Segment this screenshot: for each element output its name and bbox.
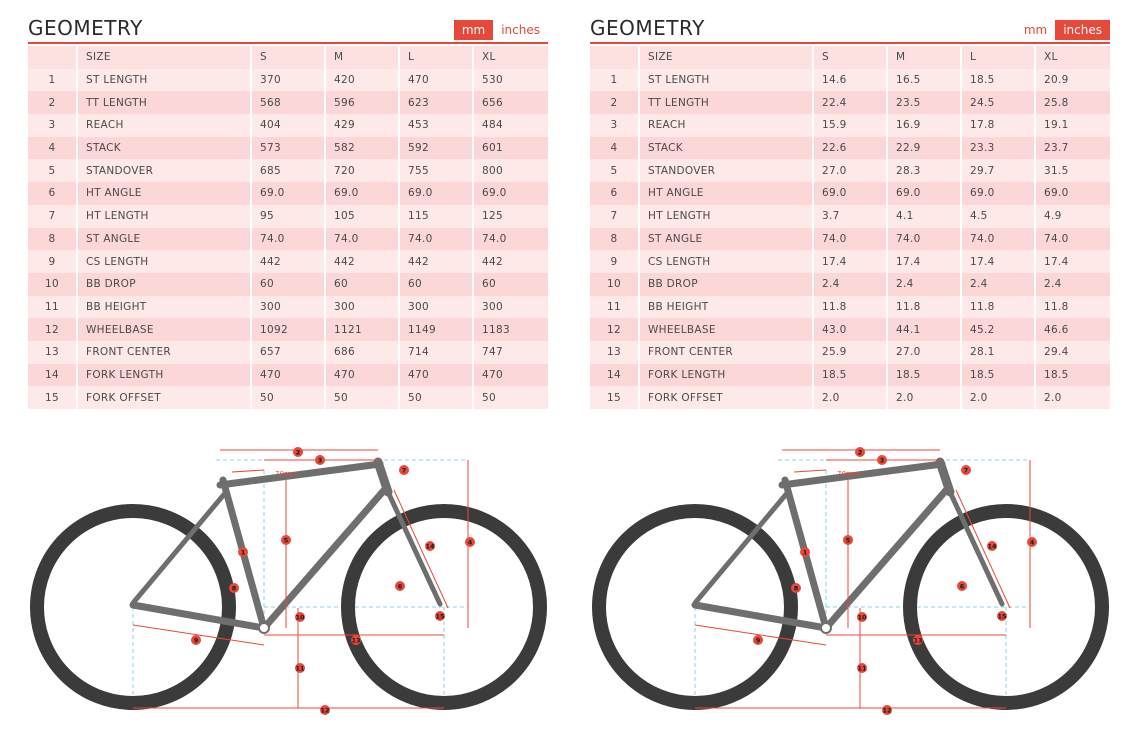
table-row [590,205,1110,228]
size-value: 300 [252,296,326,319]
row-index: 1 [28,69,78,92]
row-label: CS LENGTH [640,250,814,273]
row-index: 7 [28,205,78,228]
bike-geometry-diagram [590,440,1110,720]
col-header-s: S [252,46,326,69]
size-value: 442 [474,250,548,273]
size-value: 17.4 [888,250,962,273]
size-value: 714 [400,341,474,364]
col-header-index [590,46,640,69]
size-value: 2.4 [962,273,1036,296]
unit-mm-button[interactable]: mm [1023,23,1048,37]
row-index: 2 [590,91,640,114]
table-row [590,69,1110,92]
size-value: 28.3 [888,159,962,182]
size-value: 300 [474,296,548,319]
size-value: 573 [252,137,326,160]
row-label: FORK LENGTH [640,364,814,387]
row-label: HT ANGLE [78,182,252,205]
row-index: 6 [28,182,78,205]
geometry-title: GEOMETRY [28,16,143,40]
size-value: 2.4 [814,273,888,296]
row-label: FORK LENGTH [78,364,252,387]
top-tube [782,464,942,485]
size-value: 623 [400,91,474,114]
size-value: 19.1 [1036,114,1110,137]
table-row [590,296,1110,319]
row-index: 5 [590,159,640,182]
dimension-marker-label: 7 [401,466,407,475]
row-label: WHEELBASE [78,318,252,341]
size-value: 74.0 [814,228,888,251]
size-value: 747 [474,341,548,364]
size-value: 470 [400,364,474,387]
table-row [590,318,1110,341]
size-value: 11.8 [962,296,1036,319]
dimension-marker-label: 5 [283,536,289,545]
size-value: 69.0 [888,182,962,205]
row-label: BB DROP [640,273,814,296]
row-index: 14 [28,364,78,387]
size-value: 1149 [400,318,474,341]
size-value: 43.0 [814,318,888,341]
size-value: 23.3 [962,137,1036,160]
row-index: 13 [28,341,78,364]
size-value: 18.5 [962,69,1036,92]
row-label: TT LENGTH [78,91,252,114]
row-index: 7 [590,205,640,228]
size-value: 69.0 [814,182,888,205]
size-value: 15.9 [814,114,888,137]
size-value: 69.0 [1036,182,1110,205]
size-value: 31.5 [1036,159,1110,182]
row-index: 10 [28,273,78,296]
size-value: 370 [252,69,326,92]
dimension-marker-label: 6 [397,582,403,591]
size-value: 22.6 [814,137,888,160]
size-value: 50 [252,386,326,409]
size-value: 420 [326,69,400,92]
col-header-xl: XL [1036,46,1110,69]
size-value: 105 [326,205,400,228]
size-value: 74.0 [962,228,1036,251]
table-row [28,273,548,296]
table-row [28,91,548,114]
size-value: 1183 [474,318,548,341]
size-value: 592 [400,137,474,160]
size-value: 453 [400,114,474,137]
row-label: ST LENGTH [78,69,252,92]
dimension-marker-label: 12 [882,706,892,715]
row-index: 4 [590,137,640,160]
dimension-marker-label: 11 [857,664,867,673]
row-index: 3 [590,114,640,137]
geometry-panel-inches [590,14,1110,409]
dimension-marker-label: 5 [845,536,851,545]
size-value: 1092 [252,318,326,341]
col-header-size: SIZE [640,46,814,69]
size-value: 17.4 [962,250,1036,273]
row-index: 6 [590,182,640,205]
head-tube [940,462,950,492]
row-index: 8 [28,228,78,251]
size-value: 74.0 [400,228,474,251]
size-value: 530 [474,69,548,92]
size-value: 442 [400,250,474,273]
size-value: 69.0 [252,182,326,205]
size-value: 46.6 [1036,318,1110,341]
size-value: 4.1 [888,205,962,228]
row-label: ST LENGTH [640,69,814,92]
size-value: 74.0 [474,228,548,251]
size-value: 25.8 [1036,91,1110,114]
dimension-marker-label: 4 [467,538,473,547]
unit-toggle [1016,20,1110,40]
row-label: REACH [78,114,252,137]
top-tube [220,464,380,485]
row-label: ST ANGLE [640,228,814,251]
col-header-m: M [326,46,400,69]
size-value: 470 [326,364,400,387]
table-row [590,91,1110,114]
table-row [590,273,1110,296]
size-value: 23.7 [1036,137,1110,160]
size-value: 470 [400,69,474,92]
size-value: 27.0 [888,341,962,364]
table-row [28,159,548,182]
dimension-marker-label: 15 [997,612,1007,621]
size-value: 429 [326,114,400,137]
size-value: 50 [400,386,474,409]
row-index: 5 [28,159,78,182]
size-value: 596 [326,91,400,114]
size-value: 17.8 [962,114,1036,137]
table-row [28,114,548,137]
table-row [28,364,548,387]
size-value: 27.0 [814,159,888,182]
size-value: 800 [474,159,548,182]
table-row [28,341,548,364]
size-value: 29.4 [1036,341,1110,364]
size-value: 74.0 [888,228,962,251]
row-label: ST ANGLE [78,228,252,251]
size-value: 23.5 [888,91,962,114]
size-value: 20.9 [1036,69,1110,92]
table-row [28,137,548,160]
table-row [590,137,1110,160]
size-value: 11.8 [888,296,962,319]
row-label: STANDOVER [78,159,252,182]
size-value: 470 [252,364,326,387]
offset-label: 70mm [275,470,298,478]
size-value: 18.5 [962,364,1036,387]
table-row [590,364,1110,387]
row-label: STANDOVER [640,159,814,182]
size-value: 24.5 [962,91,1036,114]
size-value: 17.4 [1036,250,1110,273]
col-header-l: L [400,46,474,69]
size-value: 60 [474,273,548,296]
unit-inches-button[interactable]: inches [501,23,540,37]
geometry-table [590,46,1110,409]
size-value: 74.0 [1036,228,1110,251]
size-value: 11.8 [814,296,888,319]
table-row [590,114,1110,137]
size-value: 2.0 [1036,386,1110,409]
size-value: 4.9 [1036,205,1110,228]
table-row [590,159,1110,182]
size-value: 1121 [326,318,400,341]
row-label: WHEELBASE [640,318,814,341]
col-header-l: L [962,46,1036,69]
row-label: STACK [640,137,814,160]
row-label: BB HEIGHT [640,296,814,319]
size-value: 74.0 [252,228,326,251]
size-value: 60 [400,273,474,296]
row-index: 13 [590,341,640,364]
dimension-marker-label: 8 [793,584,799,593]
size-value: 69.0 [474,182,548,205]
size-value: 95 [252,205,326,228]
row-label: CS LENGTH [78,250,252,273]
geometry-header [590,14,1110,44]
table-row [590,386,1110,409]
geometry-table [28,46,548,409]
size-value: 74.0 [326,228,400,251]
size-value: 4.5 [962,205,1036,228]
size-value: 686 [326,341,400,364]
size-value: 22.9 [888,137,962,160]
col-header-s: S [814,46,888,69]
row-label: HT LENGTH [640,205,814,228]
dimension-marker-label: 8 [231,584,237,593]
dimension-marker-label: 3 [317,456,323,465]
size-value: 2.4 [1036,273,1110,296]
size-value: 2.0 [888,386,962,409]
col-header-size: SIZE [78,46,252,69]
row-label: REACH [640,114,814,137]
row-index: 9 [590,250,640,273]
bike-geometry-diagram [28,440,548,720]
size-value: 470 [474,364,548,387]
table-row [28,318,548,341]
size-value: 16.5 [888,69,962,92]
dimension-marker-label: 4 [1029,538,1035,547]
table-row [590,341,1110,364]
size-value: 2.4 [888,273,962,296]
row-index: 9 [28,250,78,273]
row-label: STACK [78,137,252,160]
size-value: 11.8 [1036,296,1110,319]
row-label: HT LENGTH [78,205,252,228]
size-value: 300 [326,296,400,319]
row-index: 2 [28,91,78,114]
row-index: 8 [590,228,640,251]
row-label: TT LENGTH [640,91,814,114]
size-value: 18.5 [1036,364,1110,387]
chain-stay [695,605,826,628]
dimension-marker-label: 3 [879,456,885,465]
bottom-bracket [259,623,269,633]
size-value: 442 [252,250,326,273]
geometry-panel-mm [28,14,548,409]
table-row [28,386,548,409]
size-value: 17.4 [814,250,888,273]
row-index: 12 [590,318,640,341]
size-value: 60 [252,273,326,296]
size-value: 442 [326,250,400,273]
row-index: 1 [590,69,640,92]
size-value: 14.6 [814,69,888,92]
unit-inches-button[interactable]: inches [1055,20,1110,40]
size-value: 657 [252,341,326,364]
row-index: 4 [28,137,78,160]
col-header-xl: XL [474,46,548,69]
row-label: HT ANGLE [640,182,814,205]
size-value: 28.1 [962,341,1036,364]
size-value: 125 [474,205,548,228]
table-row [590,250,1110,273]
dimension-marker-label: 6 [959,582,965,591]
dimension-marker-label: 12 [320,706,330,715]
row-index: 11 [590,296,640,319]
dimension-line [232,470,264,472]
row-index: 15 [28,386,78,409]
table-row [28,205,548,228]
row-index: 15 [590,386,640,409]
size-value: 18.5 [888,364,962,387]
size-value: 601 [474,137,548,160]
row-index: 11 [28,296,78,319]
size-value: 45.2 [962,318,1036,341]
table-row [28,228,548,251]
dimension-marker-label: 10 [857,613,867,622]
size-value: 22.4 [814,91,888,114]
table-row [28,250,548,273]
row-index: 14 [590,364,640,387]
dimension-marker-label: 7 [963,466,969,475]
dimension-marker-label: 11 [295,664,305,673]
dimension-marker-label: 9 [755,636,761,645]
size-value: 582 [326,137,400,160]
size-value: 60 [326,273,400,296]
col-header-index [28,46,78,69]
unit-mm-button[interactable]: mm [454,20,493,40]
dimension-marker-label: 14 [987,542,997,551]
row-label: FORK OFFSET [78,386,252,409]
table-row [28,296,548,319]
row-index: 10 [590,273,640,296]
row-label: BB DROP [78,273,252,296]
size-value: 568 [252,91,326,114]
size-value: 25.9 [814,341,888,364]
size-value: 115 [400,205,474,228]
dimension-marker-label: 1 [802,548,808,557]
dimension-marker-label: 14 [425,542,435,551]
geometry-title: GEOMETRY [590,16,705,40]
dimension-marker-label: 1 [240,548,246,557]
size-value: 69.0 [400,182,474,205]
dimension-line [794,470,826,472]
head-tube [378,462,388,492]
size-value: 685 [252,159,326,182]
offset-label: 70mm [837,470,860,478]
size-value: 755 [400,159,474,182]
dimension-marker-label: 15 [435,612,445,621]
dimension-marker-label: 2 [857,448,863,457]
dimension-marker-label: 10 [295,613,305,622]
size-value: 16.9 [888,114,962,137]
size-value: 720 [326,159,400,182]
size-value: 300 [400,296,474,319]
size-value: 69.0 [962,182,1036,205]
size-value: 18.5 [814,364,888,387]
size-value: 50 [474,386,548,409]
chain-stay [133,605,264,628]
dimension-marker-label: 13 [913,636,923,645]
table-row [28,182,548,205]
dimension-marker-label: 13 [351,636,361,645]
size-value: 404 [252,114,326,137]
row-label: FORK OFFSET [640,386,814,409]
size-value: 2.0 [814,386,888,409]
unit-toggle [454,20,548,40]
dimension-marker-label: 9 [193,636,199,645]
dimension-marker-label: 2 [295,448,301,457]
size-value: 29.7 [962,159,1036,182]
row-label: FRONT CENTER [78,341,252,364]
table-row [28,69,548,92]
table-row [590,182,1110,205]
row-index: 3 [28,114,78,137]
size-value: 656 [474,91,548,114]
col-header-m: M [888,46,962,69]
table-header-row [590,46,1110,69]
table-row [590,228,1110,251]
bottom-bracket [821,623,831,633]
size-value: 484 [474,114,548,137]
size-value: 3.7 [814,205,888,228]
row-index: 12 [28,318,78,341]
size-value: 2.0 [962,386,1036,409]
row-label: FRONT CENTER [640,341,814,364]
table-header-row [28,46,548,69]
geometry-header [28,14,548,44]
size-value: 69.0 [326,182,400,205]
size-value: 44.1 [888,318,962,341]
size-value: 50 [326,386,400,409]
row-label: BB HEIGHT [78,296,252,319]
